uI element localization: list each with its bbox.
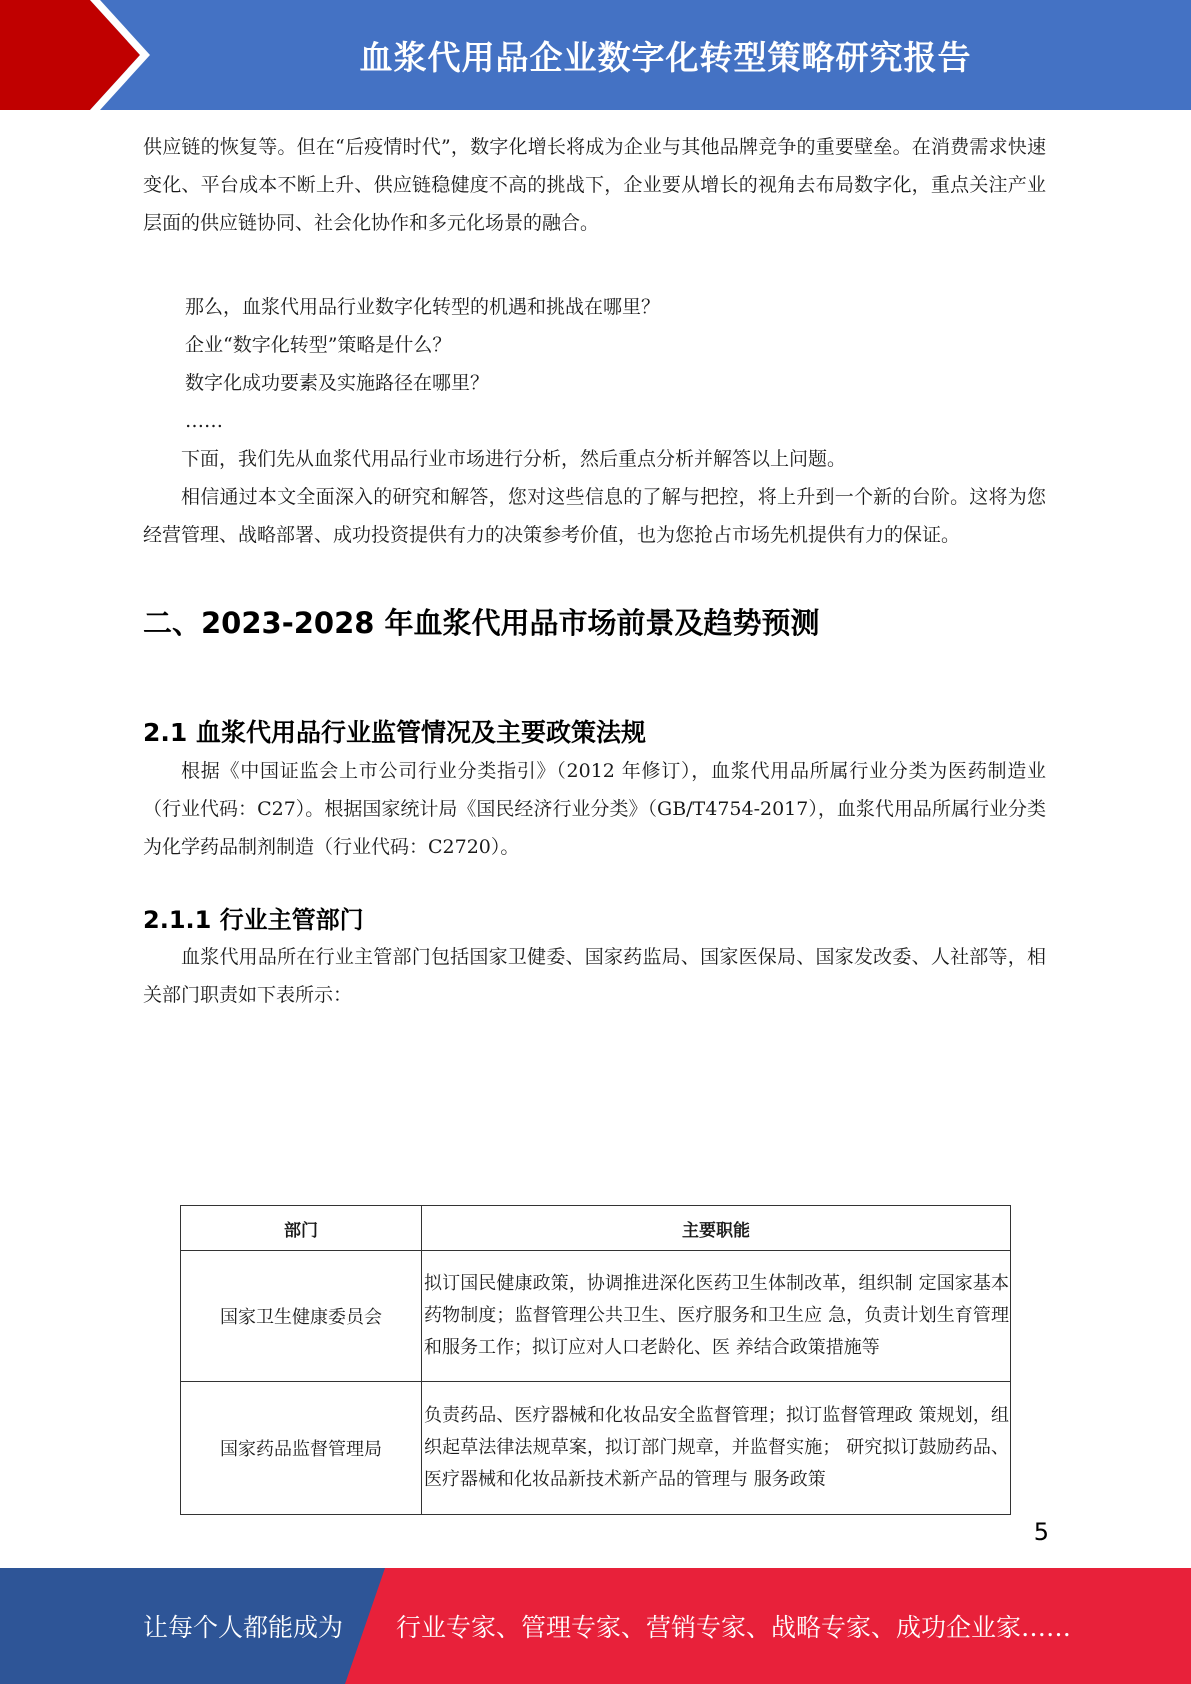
paragraph-value: 相信通过本文全面深入的研究和解答，您对这些信息的了解与把控，将上升到一个新的台阶。这将为您经营管理、战略部署、成功投资提供有力的决策参考价值，也为您抢占市场先机提供有力的保证。 (143, 486, 1046, 546)
question-list (143, 288, 1046, 440)
page-content (143, 128, 1046, 1014)
column-header-duty: 主要职能 (422, 1206, 1011, 1251)
paragraph-classification: 根据《中国证监会上市公司行业分类指引》（2012 年修订），血浆代用品所属行业分类为医药制造业（行业代码：C27）。根据国家统计局《国民经济行业分类》（GB/T4754-2017），血浆代用品所属行业分类为化学药品制剂制造（行业代码：C2720）。 (143, 760, 1046, 858)
section-heading: 二、2023-2028 年血浆代用品市场前景及趋势预测 (143, 606, 820, 640)
report-title: 血浆代用品企业数字化转型策略研究报告 (359, 37, 972, 77)
paragraph-analysis: 下面，我们先从血浆代用品行业市场进行分析，然后重点分析并解答以上问题。 (181, 448, 847, 470)
footer-slogan-right: 行业专家、管理专家、营销专家、战略专家、成功企业家…… (396, 1613, 1072, 1642)
paragraph-intro: 供应链的恢复等。但在“后疫情时代”，数字化增长将成为企业与其他品牌竞争的重要壁垒。在消费需求快速变化、平台成本不断上升、供应链稳健度不高的挑战下，企业要从增长的视角去布局数字化，重点关注产业层面的供应链协同、社会化协作和多元化场景的融合。 (143, 136, 1046, 234)
footer-slogan-left: 让每个人都能成为 (143, 1613, 344, 1642)
table-row (181, 1382, 1011, 1515)
paragraph-departments: 血浆代用品所在行业主管部门包括国家卫健委、国家药监局、国家医保局、国家发改委、人社部等，相关部门职责如下表所示： (143, 946, 1046, 1006)
dept-name-cell: 国家卫生健康委员会 (181, 1251, 422, 1382)
page-footer (0, 1568, 1191, 1684)
question-item: 那么，血浆代用品行业数字化转型的机遇和挑战在哪里？ (185, 296, 661, 318)
subsection-heading: 2.1 血浆代用品行业监管情况及主要政策法规 (143, 718, 646, 747)
department-table (180, 1205, 1011, 1515)
subsubsection-heading: 2.1.1 行业主管部门 (143, 906, 364, 934)
table-row (181, 1251, 1011, 1382)
page-number: 5 (1033, 1518, 1049, 1546)
dept-name-cell: 国家药品监督管理局 (181, 1382, 422, 1515)
column-header-dept: 部门 (181, 1206, 422, 1251)
table-header-row (181, 1206, 1011, 1251)
question-item: 数字化成功要素及实施路径在哪里？ (185, 372, 490, 394)
question-item: 企业“数字化转型”策略是什么？ (185, 334, 452, 356)
header-arrow-decoration (0, 0, 160, 110)
question-item: …… (185, 410, 223, 432)
duty-cell: 拟订国民健康政策，协调推进深化医药卫生体制改革，组织制 定国家基本药物制度；监督管理公共卫生、医疗服务和卫生应 急，负责计划生育管理和服务工作；拟订应对人口老龄化、医 养结合政策措施等 (422, 1251, 1011, 1382)
page-header (0, 0, 1191, 110)
duty-cell: 负责药品、医疗器械和化妆品安全监督管理；拟订监督管理政 策规划，组织起草法律法规草案，拟订部门规章，并监督实施； 研究拟订鼓励药品、医疗器械和化妆品新技术新产品的管理与 服务政策 (422, 1382, 1011, 1515)
